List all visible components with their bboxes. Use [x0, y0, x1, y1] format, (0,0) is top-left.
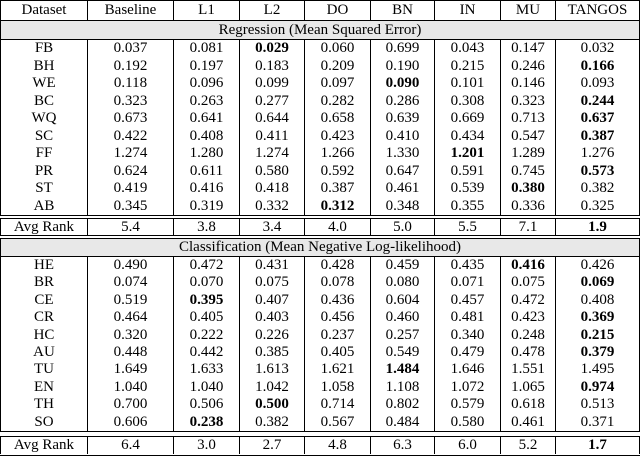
dataset-cell: HE — [0, 257, 88, 274]
table-row — [0, 396, 640, 413]
avg-rank-tangos: 1.7 — [556, 437, 640, 454]
table-row — [0, 292, 640, 309]
value-cell-mu: 1.289 — [501, 145, 556, 163]
value-cell-l2: 1.613 — [240, 361, 305, 378]
dataset-cell: TH — [0, 396, 88, 413]
avg-rank-do: 4.0 — [305, 219, 371, 235]
value-cell-baseline: 0.606 — [88, 414, 174, 431]
value-cell-in: 0.579 — [435, 396, 501, 413]
value-cell-mu: 0.146 — [501, 75, 556, 93]
value-cell-baseline: 1.274 — [88, 145, 174, 163]
dataset-cell: HC — [0, 327, 88, 344]
value-cell-l2: 0.403 — [240, 309, 305, 326]
value-cell-bn: 0.459 — [371, 257, 435, 274]
value-cell-in: 0.071 — [435, 274, 501, 291]
rule-line — [0, 431, 640, 432]
column-header-l2: L2 — [240, 1, 305, 20]
avg-rank-l2: 2.7 — [240, 437, 305, 454]
value-cell-in: 0.435 — [435, 257, 501, 274]
header-row — [0, 1, 640, 20]
rule-line — [0, 215, 640, 216]
value-cell-baseline: 0.700 — [88, 396, 174, 413]
value-cell-mu: 0.745 — [501, 163, 556, 181]
value-cell-bn: 0.647 — [371, 163, 435, 181]
value-cell-do: 0.423 — [305, 128, 371, 146]
value-cell-in: 0.669 — [435, 110, 501, 128]
regression-section-title: Regression (Mean Squared Error) — [0, 21, 640, 39]
value-cell-l1: 0.405 — [174, 309, 240, 326]
avg-rank-l2: 3.4 — [240, 219, 305, 235]
column-header-in: IN — [435, 1, 501, 20]
value-cell-baseline: 0.037 — [88, 40, 174, 58]
table-row — [0, 414, 640, 431]
value-cell-l2: 0.277 — [240, 93, 305, 111]
avg-rank-row — [0, 219, 640, 235]
value-cell-l2: 0.500 — [240, 396, 305, 413]
value-cell-mu: 0.713 — [501, 110, 556, 128]
value-cell-baseline: 0.464 — [88, 309, 174, 326]
value-cell-l1: 0.197 — [174, 58, 240, 76]
avg-rank-mu: 7.1 — [501, 219, 556, 235]
dataset-cell: WQ — [0, 110, 88, 128]
value-cell-in: 0.340 — [435, 327, 501, 344]
value-cell-in: 0.457 — [435, 292, 501, 309]
value-cell-do: 0.436 — [305, 292, 371, 309]
value-cell-baseline: 0.192 — [88, 58, 174, 76]
value-cell-in: 0.591 — [435, 163, 501, 181]
value-cell-bn: 0.604 — [371, 292, 435, 309]
value-cell-l1: 0.319 — [174, 198, 240, 216]
value-cell-mu: 0.547 — [501, 128, 556, 146]
value-cell-tangos: 1.276 — [556, 145, 640, 163]
value-cell-bn: 0.257 — [371, 327, 435, 344]
value-cell-baseline: 0.419 — [88, 180, 174, 198]
value-cell-in: 1.072 — [435, 379, 501, 396]
column-header-baseline: Baseline — [88, 1, 174, 20]
dataset-cell: CR — [0, 309, 88, 326]
value-cell-baseline: 0.490 — [88, 257, 174, 274]
value-cell-tangos: 0.379 — [556, 344, 640, 361]
value-cell-l2: 1.042 — [240, 379, 305, 396]
value-cell-in: 0.479 — [435, 344, 501, 361]
table-row — [0, 110, 640, 128]
value-cell-do: 0.592 — [305, 163, 371, 181]
value-cell-l2: 0.431 — [240, 257, 305, 274]
value-cell-in: 0.580 — [435, 414, 501, 431]
value-cell-bn: 0.484 — [371, 414, 435, 431]
value-cell-mu: 0.246 — [501, 58, 556, 76]
value-cell-l2: 0.382 — [240, 414, 305, 431]
value-cell-bn: 0.090 — [371, 75, 435, 93]
value-cell-baseline: 1.649 — [88, 361, 174, 378]
value-cell-bn: 1.330 — [371, 145, 435, 163]
value-cell-mu: 1.551 — [501, 361, 556, 378]
value-cell-bn: 0.080 — [371, 274, 435, 291]
value-cell-in: 0.539 — [435, 180, 501, 198]
value-cell-in: 0.434 — [435, 128, 501, 146]
value-cell-l2: 0.075 — [240, 274, 305, 291]
value-cell-tangos: 0.371 — [556, 414, 640, 431]
value-cell-baseline: 0.118 — [88, 75, 174, 93]
value-cell-in: 0.043 — [435, 40, 501, 58]
table-row — [0, 58, 640, 76]
value-cell-in: 0.355 — [435, 198, 501, 216]
value-cell-in: 0.101 — [435, 75, 501, 93]
classification-section-title: Classification (Mean Negative Log-likelihood) — [0, 239, 640, 256]
value-cell-tangos: 0.408 — [556, 292, 640, 309]
value-cell-do: 0.567 — [305, 414, 371, 431]
value-cell-in: 1.646 — [435, 361, 501, 378]
value-cell-bn: 0.286 — [371, 93, 435, 111]
value-cell-tangos: 0.325 — [556, 198, 640, 216]
value-cell-l2: 0.411 — [240, 128, 305, 146]
column-header-tangos: TANGOS — [556, 1, 640, 20]
value-cell-bn: 0.460 — [371, 309, 435, 326]
value-cell-do: 0.428 — [305, 257, 371, 274]
value-cell-l1: 0.395 — [174, 292, 240, 309]
dataset-cell: TU — [0, 361, 88, 378]
avg-rank-in: 5.5 — [435, 219, 501, 235]
dataset-cell: SO — [0, 414, 88, 431]
value-cell-baseline: 0.323 — [88, 93, 174, 111]
table-row — [0, 145, 640, 163]
value-cell-tangos: 0.093 — [556, 75, 640, 93]
value-cell-do: 0.405 — [305, 344, 371, 361]
value-cell-do: 1.058 — [305, 379, 371, 396]
value-cell-bn: 0.639 — [371, 110, 435, 128]
value-cell-l2: 0.385 — [240, 344, 305, 361]
value-cell-l2: 0.644 — [240, 110, 305, 128]
value-cell-tangos: 0.426 — [556, 257, 640, 274]
value-cell-tangos: 0.069 — [556, 274, 640, 291]
value-cell-do: 0.097 — [305, 75, 371, 93]
value-cell-bn: 0.699 — [371, 40, 435, 58]
table-row — [0, 198, 640, 216]
dataset-cell: EN — [0, 379, 88, 396]
value-cell-baseline: 0.519 — [88, 292, 174, 309]
avg-rank-in: 6.0 — [435, 437, 501, 454]
avg-rank-row — [0, 437, 640, 454]
avg-rank-l1: 3.8 — [174, 219, 240, 235]
value-cell-tangos: 0.215 — [556, 327, 640, 344]
value-cell-l1: 0.222 — [174, 327, 240, 344]
value-cell-do: 0.658 — [305, 110, 371, 128]
value-cell-mu: 0.461 — [501, 414, 556, 431]
value-cell-l2: 0.418 — [240, 180, 305, 198]
rule-line — [0, 235, 640, 236]
dataset-cell: BC — [0, 93, 88, 111]
value-cell-do: 0.312 — [305, 198, 371, 216]
value-cell-bn: 1.108 — [371, 379, 435, 396]
value-cell-l1: 0.416 — [174, 180, 240, 198]
value-cell-l2: 0.183 — [240, 58, 305, 76]
value-cell-l1: 0.506 — [174, 396, 240, 413]
dataset-cell: BR — [0, 274, 88, 291]
value-cell-do: 0.237 — [305, 327, 371, 344]
table-row — [0, 274, 640, 291]
table-row — [0, 344, 640, 361]
value-cell-tangos: 0.513 — [556, 396, 640, 413]
value-cell-tangos: 0.369 — [556, 309, 640, 326]
value-cell-do: 0.714 — [305, 396, 371, 413]
value-cell-in: 1.201 — [435, 145, 501, 163]
column-header-l1: L1 — [174, 1, 240, 20]
value-cell-l2: 0.332 — [240, 198, 305, 216]
table-row — [0, 128, 640, 146]
value-cell-l1: 0.442 — [174, 344, 240, 361]
value-cell-l1: 0.611 — [174, 163, 240, 181]
rule-line — [0, 455, 640, 456]
value-cell-mu: 0.248 — [501, 327, 556, 344]
value-cell-do: 0.282 — [305, 93, 371, 111]
dataset-cell: FB — [0, 40, 88, 58]
value-cell-baseline: 0.320 — [88, 327, 174, 344]
value-cell-l2: 1.274 — [240, 145, 305, 163]
value-cell-tangos: 0.244 — [556, 93, 640, 111]
value-cell-l2: 0.029 — [240, 40, 305, 58]
dataset-cell: BH — [0, 58, 88, 76]
table-row — [0, 309, 640, 326]
value-cell-do: 0.387 — [305, 180, 371, 198]
avg-rank-tangos: 1.9 — [556, 219, 640, 235]
avg-rank-bn: 5.0 — [371, 219, 435, 235]
value-cell-in: 0.308 — [435, 93, 501, 111]
value-cell-baseline: 0.448 — [88, 344, 174, 361]
value-cell-l1: 0.096 — [174, 75, 240, 93]
value-cell-bn: 0.549 — [371, 344, 435, 361]
value-cell-baseline: 0.673 — [88, 110, 174, 128]
avg-rank-label: Avg Rank — [0, 437, 88, 454]
value-cell-bn: 1.484 — [371, 361, 435, 378]
dataset-cell: AB — [0, 198, 88, 216]
avg-rank-mu: 5.2 — [501, 437, 556, 454]
value-cell-l1: 0.070 — [174, 274, 240, 291]
avg-rank-baseline: 6.4 — [88, 437, 174, 454]
value-cell-do: 1.266 — [305, 145, 371, 163]
table-row — [0, 75, 640, 93]
table-row — [0, 163, 640, 181]
avg-rank-l1: 3.0 — [174, 437, 240, 454]
value-cell-mu: 0.147 — [501, 40, 556, 58]
avg-rank-baseline: 5.4 — [88, 219, 174, 235]
value-cell-bn: 0.461 — [371, 180, 435, 198]
avg-rank-bn: 6.3 — [371, 437, 435, 454]
dataset-cell: WE — [0, 75, 88, 93]
value-cell-l2: 0.580 — [240, 163, 305, 181]
value-cell-l1: 1.040 — [174, 379, 240, 396]
value-cell-bn: 0.410 — [371, 128, 435, 146]
value-cell-l1: 1.280 — [174, 145, 240, 163]
value-cell-mu: 0.416 — [501, 257, 556, 274]
value-cell-tangos: 0.637 — [556, 110, 640, 128]
value-cell-baseline: 0.345 — [88, 198, 174, 216]
value-cell-tangos: 0.032 — [556, 40, 640, 58]
value-cell-do: 0.078 — [305, 274, 371, 291]
value-cell-do: 1.621 — [305, 361, 371, 378]
value-cell-mu: 0.075 — [501, 274, 556, 291]
column-header-mu: MU — [501, 1, 556, 20]
table-row — [0, 361, 640, 378]
value-cell-mu: 0.380 — [501, 180, 556, 198]
dataset-cell: PR — [0, 163, 88, 181]
value-cell-tangos: 0.166 — [556, 58, 640, 76]
value-cell-mu: 0.323 — [501, 93, 556, 111]
value-cell-mu: 0.423 — [501, 309, 556, 326]
value-cell-do: 0.456 — [305, 309, 371, 326]
column-header-do: DO — [305, 1, 371, 20]
avg-rank-do: 4.8 — [305, 437, 371, 454]
value-cell-l1: 0.408 — [174, 128, 240, 146]
value-cell-do: 0.060 — [305, 40, 371, 58]
value-cell-l1: 0.238 — [174, 414, 240, 431]
value-cell-l1: 0.081 — [174, 40, 240, 58]
value-cell-mu: 0.472 — [501, 292, 556, 309]
value-cell-l2: 0.099 — [240, 75, 305, 93]
table-row — [0, 93, 640, 111]
dataset-cell: FF — [0, 145, 88, 163]
value-cell-mu: 0.336 — [501, 198, 556, 216]
value-cell-mu: 0.618 — [501, 396, 556, 413]
value-cell-bn: 0.802 — [371, 396, 435, 413]
value-cell-tangos: 1.495 — [556, 361, 640, 378]
value-cell-baseline: 1.040 — [88, 379, 174, 396]
value-cell-tangos: 0.974 — [556, 379, 640, 396]
value-cell-bn: 0.190 — [371, 58, 435, 76]
dataset-cell: SC — [0, 128, 88, 146]
value-cell-bn: 0.348 — [371, 198, 435, 216]
dataset-cell: ST — [0, 180, 88, 198]
value-cell-in: 0.481 — [435, 309, 501, 326]
table-row — [0, 257, 640, 274]
value-cell-do: 0.209 — [305, 58, 371, 76]
dataset-cell: AU — [0, 344, 88, 361]
dataset-cell: CE — [0, 292, 88, 309]
table-row — [0, 40, 640, 58]
column-header-bn: BN — [371, 1, 435, 20]
avg-rank-label: Avg Rank — [0, 219, 88, 235]
value-cell-mu: 1.065 — [501, 379, 556, 396]
value-cell-l1: 0.263 — [174, 93, 240, 111]
value-cell-l1: 1.633 — [174, 361, 240, 378]
value-cell-tangos: 0.382 — [556, 180, 640, 198]
value-cell-tangos: 0.387 — [556, 128, 640, 146]
value-cell-baseline: 0.624 — [88, 163, 174, 181]
value-cell-l2: 0.226 — [240, 327, 305, 344]
table-row — [0, 379, 640, 396]
value-cell-mu: 0.478 — [501, 344, 556, 361]
value-cell-baseline: 0.074 — [88, 274, 174, 291]
value-cell-l1: 0.472 — [174, 257, 240, 274]
table-row — [0, 180, 640, 198]
value-cell-tangos: 0.573 — [556, 163, 640, 181]
value-cell-l1: 0.641 — [174, 110, 240, 128]
table-row — [0, 327, 640, 344]
value-cell-in: 0.215 — [435, 58, 501, 76]
value-cell-baseline: 0.422 — [88, 128, 174, 146]
column-header-dataset: Dataset — [0, 1, 88, 20]
value-cell-l2: 0.407 — [240, 292, 305, 309]
